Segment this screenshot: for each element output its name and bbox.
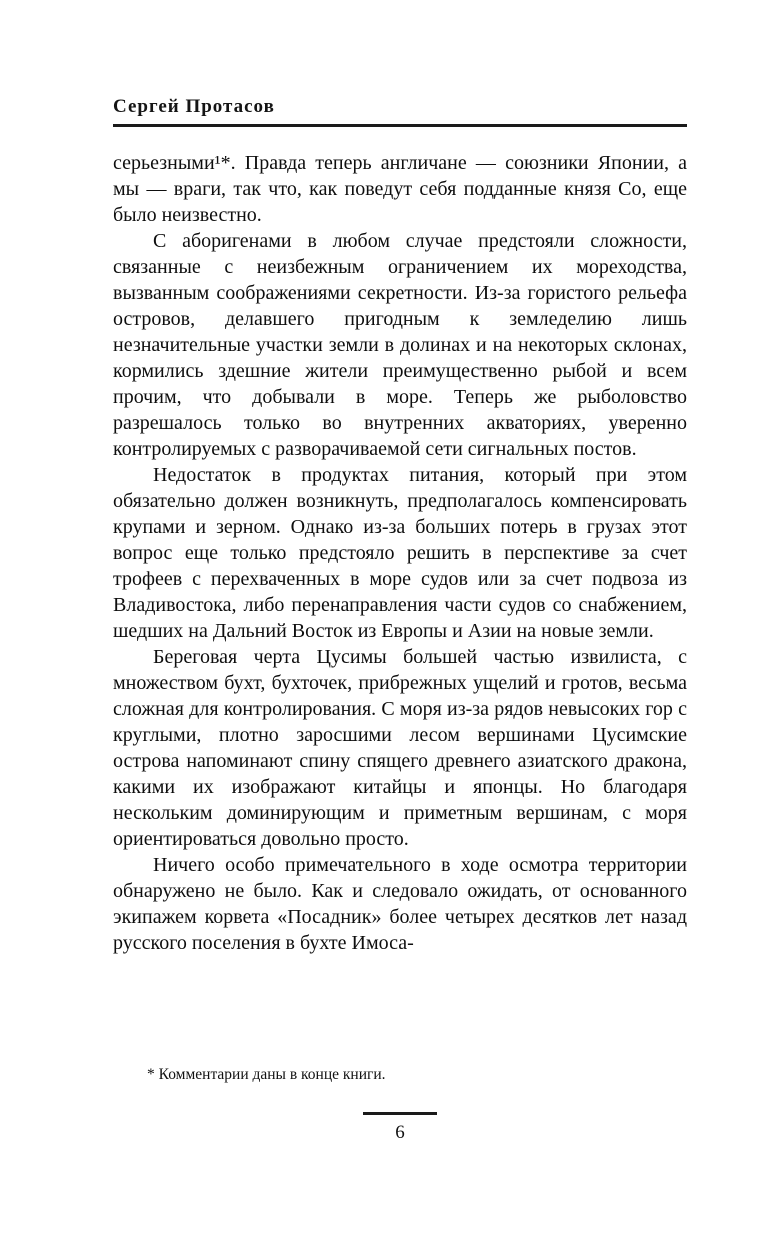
- paragraph: серьезными¹*. Правда теперь англичане — союзники Японии, а мы — враги, так что, как поведут себя подданные князя Со, еще было неизвестно.: [113, 152, 687, 226]
- header-rule: [113, 124, 687, 127]
- paragraph: С аборигенами в любом случае предстояли сложности, связанные с неизбежным ограничением их мореходства, вызванным соображениями секретности. Из-за гористого рельефа островов, делавшего пригодным к земледелию лишь незначительные участки земли в долинах и на некоторых склонах, кормились здешние жители преимущественно рыбой и всем прочим, что добывали в море. Теперь же рыболовство разрешалось только во внутренних акваториях, уверенно контролируемых с разворачиваемой сети сигнальных постов.: [113, 230, 687, 460]
- paragraph: Ничего особо примечательного в ходе осмотра территории обнаружено не было. Как и следовало ожидать, от основанного экипажем корвета «Посадник» более четырех десятков лет назад русского поселения в бухте Имоса-: [113, 854, 687, 954]
- footnote: * Комментарии даны в конце книги.: [147, 1066, 386, 1083]
- page-number: 6: [395, 1122, 405, 1143]
- paragraph: Недостаток в продуктах питания, который при этом обязательно должен возникнуть, предполагалось компенсировать крупами и зерном. Однако из-за больших потерь в грузах этот вопрос еще только предстояло решить в перспективе за счет трофеев с перехваченных в море судов или за счет подвоза из Владивостока, либо перенаправления части судов со снабжением, шедших на Дальний Восток из Европы и Азии на новые земли.: [113, 464, 687, 642]
- body-text: [113, 150, 687, 956]
- running-header-author: Сергей Протасов: [113, 96, 275, 117]
- page-number-rule: [363, 1112, 437, 1115]
- paragraph: Береговая черта Цусимы большей частью извилиста, с множеством бухт, бухточек, прибрежных ущелий и гротов, весьма сложная для контролирования. С моря из-за рядов невысоких гор с круглыми, плотно заросшими лесом вершинами Цусимские острова напоминают спину спящего древнего азиатского дракона, какими их изображают китайцы и японцы. Но благодаря нескольким доминирующим и приметным вершинам, с моря ориентироваться довольно просто.: [113, 646, 687, 850]
